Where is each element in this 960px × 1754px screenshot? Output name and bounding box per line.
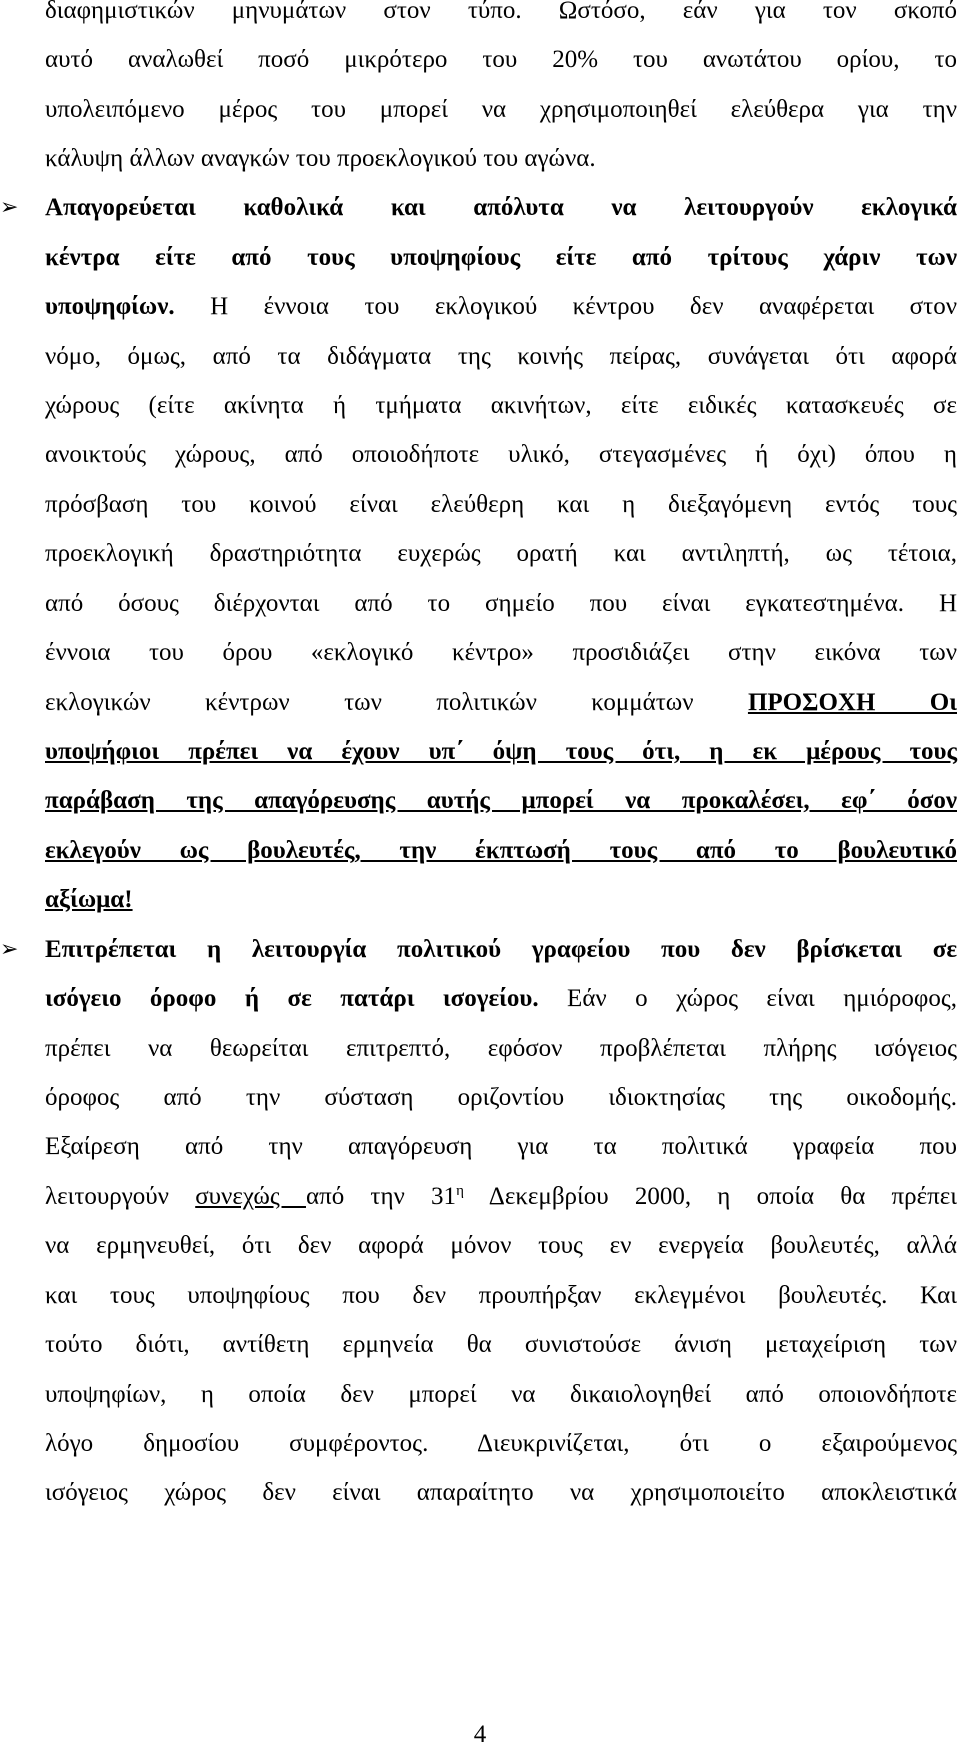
underlined-text: συνεχώς bbox=[195, 1183, 306, 1210]
warning-text: ΠΡΟΣΟΧΗ Οι bbox=[747, 689, 957, 716]
bullet-2-line bbox=[0, 935, 957, 965]
text-line: λόγο δημοσίου συμφέροντος. Διευκρινίζεται, ότι ο εξαιρούμενος bbox=[45, 1430, 957, 1457]
bullet-arrow-icon: ➢ bbox=[0, 195, 19, 220]
warning-text: υποψήφιοι πρέπει να έχουν υπ΄ όψη τους ότι, η εκ μέρους τους bbox=[45, 738, 957, 765]
text-line: χώρους (είτε ακίνητα ή τμήματα ακινήτων, είτε ειδικές κατασκευές σε bbox=[45, 392, 957, 419]
superscript: η bbox=[456, 1183, 464, 1199]
warning-line bbox=[45, 836, 957, 866]
warning-line bbox=[45, 737, 957, 767]
text-line: διαφημιστικών μηνυμάτων στον τύπο. Ωστόσο, εάν για τον σκοπό bbox=[45, 0, 957, 24]
bullet-2-heading-end: ισόγειο όροφο ή σε πατάρι ισογείου. bbox=[45, 985, 539, 1012]
bullet-2-line bbox=[45, 984, 957, 1014]
text-line: κάλυψη άλλων αναγκών του προεκλογικού του αγώνα. bbox=[45, 145, 596, 172]
warning-text: εκλεγούν ως βουλευτές, την έκπτωσή τους από το βουλευτικό bbox=[45, 837, 957, 864]
text-line: πρέπει να θεωρείται επιτρεπτό, εφόσον προβλέπεται πλήρης ισόγειος bbox=[45, 1035, 957, 1062]
text-line: υπολειπόμενο μέρος του μπορεί να χρησιμοποιηθεί ελεύθερα για την bbox=[45, 96, 957, 123]
warning-line bbox=[45, 885, 957, 915]
bullet-1-heading: κέντρα είτε από τους υποψηφίους είτε από τρίτους χάριν των bbox=[45, 244, 957, 271]
text-line: πρόσβαση του κοινού είναι ελεύθερη και η διεξαγόμενη εντός τους bbox=[45, 491, 957, 518]
text-line: υποψηφίων, η οποία δεν μπορεί να δικαιολογηθεί από οποιονδήποτε bbox=[45, 1381, 957, 1408]
text-line: να ερμηνευθεί, ότι δεν αφορά μόνον τους εν ενεργεία βουλευτές, αλλά bbox=[45, 1232, 957, 1259]
bullet-1-line bbox=[0, 193, 957, 223]
warning-line bbox=[45, 786, 957, 816]
text-line: έννοια του όρου «εκλογικό κέντρο» προσιδιάζει στην εικόνα των bbox=[45, 639, 957, 666]
text-span: Δεκεμβρίου 2000, η οποία θα πρέπει bbox=[463, 1183, 957, 1210]
bullet-1-heading: Απαγορεύεται καθολικά και απόλυτα να λειτουργούν εκλογικά bbox=[45, 194, 957, 221]
text-span: εκλογικών κέντρων των πολιτικών κομμάτων bbox=[45, 689, 748, 716]
bullet-1-line bbox=[45, 292, 957, 322]
warning-text: παράβαση της απαγόρευσης αυτής μπορεί να προκαλέσει, εφ΄ όσον bbox=[45, 787, 957, 814]
bullet-1-heading-end: υποψηφίων. bbox=[45, 293, 175, 320]
text-line: νόμο, όμως, από τα διδάγματα της κοινής πείρας, συνάγεται ότι αφορά bbox=[45, 343, 957, 370]
text-line: προεκλογική δραστηριότητα ευχερώς ορατή και αντιληπτή, ως τέτοια, bbox=[45, 540, 957, 567]
text-line: ισόγειος χώρος δεν είναι απαραίτητο να χρησιμοποιείτο αποκλειστικά bbox=[45, 1479, 957, 1506]
text-line: από όσους διέρχονται από το σημείο που είναι εγκατεστημένα. Η bbox=[45, 590, 957, 617]
bullet-2-heading: Επιτρέπεται η λειτουργία πολιτικού γραφείου που δεν βρίσκεται σε bbox=[45, 936, 957, 963]
text-line bbox=[45, 1182, 957, 1212]
text-span: Εάν ο χώρος είναι ημιόροφος, bbox=[538, 985, 957, 1012]
text-span: Η έννοια του εκλογικού κέντρου δεν αναφέρεται στον bbox=[174, 293, 957, 320]
text-span: λειτουργούν bbox=[45, 1183, 196, 1210]
bullet-1-line bbox=[45, 243, 957, 273]
text-line: αυτό αναλωθεί ποσό μικρότερο του 20% του ανωτάτου ορίου, το bbox=[45, 46, 957, 73]
bullet-arrow-icon: ➢ bbox=[0, 937, 19, 962]
warning-text: αξίωμα! bbox=[45, 886, 133, 913]
text-line: ανοικτούς χώρους, από οποιοδήποτε υλικό, στεγασμένες ή όχι) όπου η bbox=[45, 441, 957, 468]
text-line: όροφος από την σύσταση οριζοντίου ιδιοκτησίας της οικοδομής. bbox=[45, 1084, 957, 1111]
text-line: και τους υποψηφίους που δεν προυπήρξαν εκλεγμένοι βουλευτές. Και bbox=[45, 1282, 957, 1309]
text-span: από την 31 bbox=[305, 1183, 457, 1210]
text-line: τούτο διότι, αντίθετη ερμηνεία θα συνιστούσε άνιση μεταχείριση των bbox=[45, 1331, 957, 1358]
text-line bbox=[45, 688, 957, 718]
text-line: Εξαίρεση από την απαγόρευση για τα πολιτικά γραφεία που bbox=[45, 1133, 957, 1160]
page-number: 4 bbox=[473, 1721, 487, 1748]
